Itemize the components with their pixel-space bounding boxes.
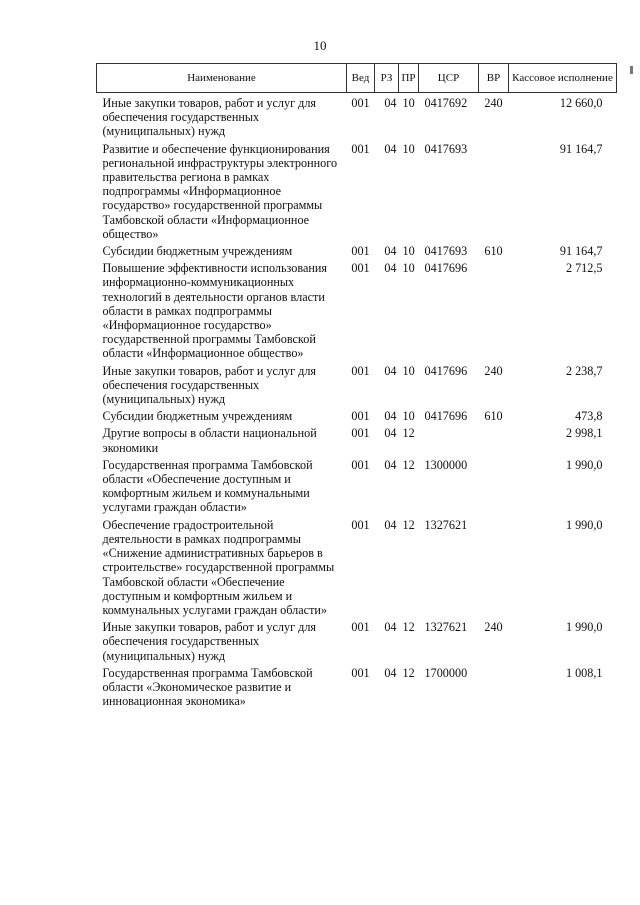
cell-vr — [479, 518, 509, 620]
cell-vr: 240 — [484, 620, 503, 635]
header-amount: Кассовое исполнение — [509, 64, 617, 93]
cell-csr: 1327621 — [424, 620, 468, 635]
cell-rz: 04 — [384, 620, 397, 635]
cell-vr: 240 — [484, 363, 503, 378]
cell-rz: 04 — [384, 141, 397, 156]
cell-rz: 04 — [384, 409, 397, 424]
table-row — [97, 93, 617, 142]
table-row — [97, 244, 617, 261]
cell-ved: 001 — [351, 409, 370, 424]
cell-ved: 001 — [351, 261, 370, 276]
cell-amount: 473,8 — [575, 409, 603, 424]
table-row — [97, 518, 617, 620]
table-row — [97, 142, 617, 244]
cell-name: Государственная программа Тамбовской области «Экономическое развитие и инновационная экономика» — [102, 665, 313, 709]
cell-name: Иные закупки товаров, работ и услуг для обеспечения государственных (муниципальных) нужд — [102, 96, 317, 139]
cell-amount: 2 712,5 — [565, 261, 603, 276]
cell-pr: 10 — [402, 96, 415, 110]
cell-pr: 12 — [402, 426, 415, 441]
cell-pr: 12 — [402, 457, 415, 472]
header-ved: Вед — [347, 64, 375, 93]
cell-ved: 001 — [351, 426, 370, 441]
table-row — [97, 261, 617, 363]
cell-csr: 1300000 — [424, 457, 468, 472]
cell-rz: 04 — [384, 261, 397, 276]
header-csr: ЦСР — [419, 64, 479, 93]
cell-amount: 12 660,0 — [559, 96, 603, 110]
cell-amount: 1 990,0 — [565, 620, 603, 635]
cell-csr: 1327621 — [424, 517, 468, 532]
cell-pr: 10 — [402, 409, 415, 424]
cell-amount: 1 990,0 — [565, 517, 603, 532]
table-row — [97, 458, 617, 518]
cell-name: Другие вопросы в области национальной экономики — [102, 426, 317, 455]
cell-csr: 0417696 — [424, 363, 468, 378]
cell-name: Субсидии бюджетным учреждениям — [102, 244, 293, 259]
cell-csr: 0417693 — [424, 141, 468, 156]
header-pr: ПР — [399, 64, 419, 93]
cell-rz: 04 — [384, 665, 397, 680]
cell-vr — [479, 666, 509, 712]
cell-name: Обеспечение градостроительной деятельности в рамках подпрограммы «Снижение административных барьеров в строительстве» государственной программы Тамбовской области «Обеспечение доступным и комфортным жильем и коммунальных услугами граждан области» — [102, 517, 335, 617]
cell-csr: 0417696 — [424, 261, 468, 276]
cell-pr: 10 — [402, 363, 415, 378]
cell-name: Государственная программа Тамбовской области «Обеспечение доступным и комфортным жильем и коммунальными услугами граждан области» — [102, 457, 313, 515]
table-row — [97, 620, 617, 666]
cell-ved: 001 — [351, 517, 370, 532]
cell-ved: 001 — [351, 457, 370, 472]
cell-name: Иные закупки товаров, работ и услуг для обеспечения государственных (муниципальных) нужд — [102, 363, 317, 407]
header-row — [97, 64, 617, 93]
table-row — [97, 364, 617, 410]
cell-csr: 0417696 — [424, 409, 468, 424]
table-row — [97, 409, 617, 426]
cell-rz: 04 — [384, 426, 397, 441]
table-header — [97, 64, 617, 93]
cell-rz: 04 — [384, 517, 397, 532]
cell-rz: 04 — [384, 96, 397, 110]
cell-pr: 10 — [402, 141, 415, 156]
cell-amount: 91 164,7 — [559, 141, 603, 156]
cell-amount: 91 164,7 — [559, 244, 603, 259]
cell-rz: 04 — [384, 363, 397, 378]
budget-execution-table — [96, 63, 617, 711]
cell-csr — [419, 426, 479, 457]
cell-name: Повышение эффективности использования информационно-коммуникационных технологий в деятельности органов власти области в рамках подпрограммы «Информационное государство» государственной программы Тамбовской области «Информационное общество» — [102, 261, 328, 361]
cell-amount: 1 990,0 — [565, 457, 603, 472]
cell-rz: 04 — [384, 457, 397, 472]
header-name: Наименование — [97, 64, 347, 93]
cell-ved: 001 — [351, 96, 370, 110]
cell-ved: 001 — [351, 620, 370, 635]
cell-name: Иные закупки товаров, работ и услуг для обеспечения государственных (муниципальных) нужд — [102, 620, 317, 663]
cell-pr: 10 — [402, 261, 415, 276]
cell-pr: 10 — [402, 244, 415, 259]
page-number: 10 — [313, 38, 327, 53]
cell-amount: 2 998,1 — [565, 426, 603, 441]
cell-ved: 001 — [351, 363, 370, 378]
table-row — [97, 666, 617, 712]
cell-rz: 04 — [384, 244, 397, 259]
cell-csr: 0417692 — [424, 96, 468, 110]
cell-pr: 12 — [402, 517, 415, 532]
header-rz: РЗ — [375, 64, 399, 93]
cell-csr: 0417693 — [424, 244, 468, 259]
cell-pr: 12 — [402, 620, 415, 635]
cell-vr — [479, 261, 509, 363]
margin-mark — [630, 66, 633, 74]
cell-amount: 2 238,7 — [565, 363, 603, 378]
cell-ved: 001 — [351, 141, 370, 156]
cell-ved: 001 — [351, 665, 370, 680]
cell-vr: 240 — [484, 96, 503, 110]
cell-vr: 610 — [484, 409, 503, 424]
cell-vr: 610 — [484, 244, 503, 259]
cell-vr — [479, 426, 509, 457]
cell-name: Развитие и обеспечение функционирования региональной инфраструктуры электронного правительства региона в рамках подпрограммы «Информационное государство» государственной программы Тамбовской области «Информационное общество» — [102, 141, 338, 241]
table-body — [97, 93, 617, 712]
cell-pr: 12 — [402, 665, 415, 680]
cell-name: Субсидии бюджетным учреждениям — [102, 409, 293, 424]
header-vr: ВР — [479, 64, 509, 93]
cell-amount: 1 008,1 — [565, 665, 603, 680]
table-row — [97, 426, 617, 457]
cell-vr — [479, 458, 509, 518]
cell-vr — [479, 142, 509, 244]
cell-csr: 1700000 — [424, 665, 468, 680]
cell-ved: 001 — [351, 244, 370, 259]
